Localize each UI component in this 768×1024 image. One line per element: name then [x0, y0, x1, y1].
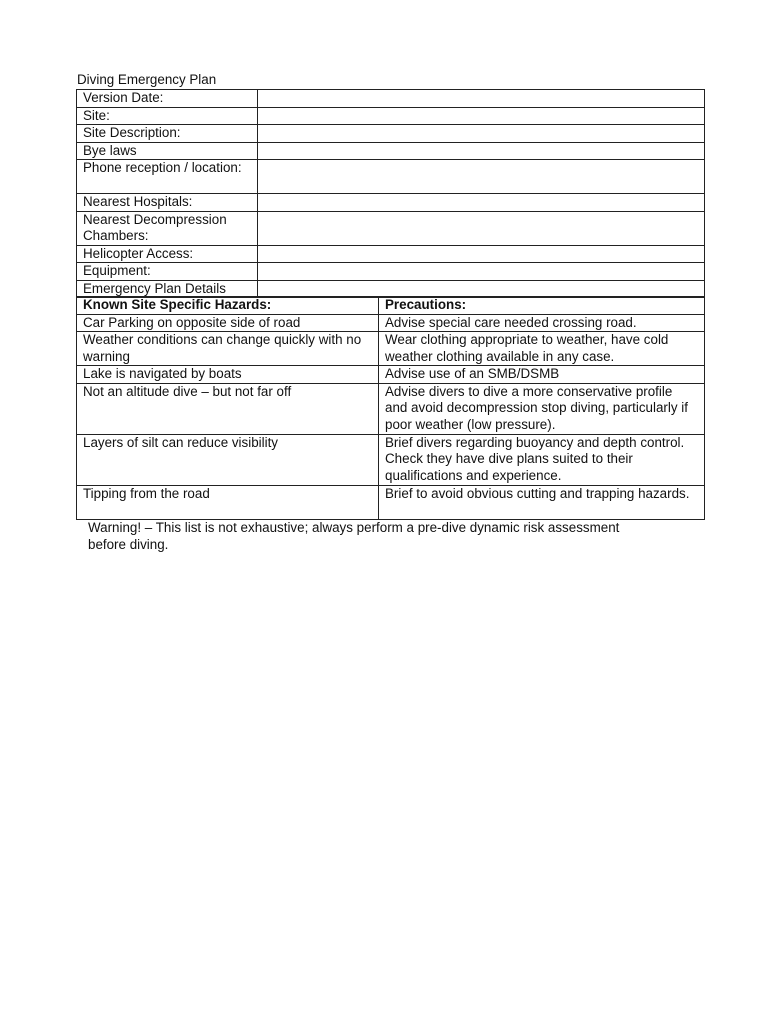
precaution-cell: Advise use of an SMB/DSMB	[379, 366, 705, 384]
label-phone-reception: Phone reception / location:	[77, 160, 258, 194]
table-row	[77, 280, 705, 298]
table-row	[77, 485, 705, 519]
table-row	[77, 383, 705, 434]
warning-note: Warning! – This list is not exhaustive; always perform a pre-dive dynamic risk assessment before diving.	[88, 520, 620, 552]
table-row	[77, 366, 705, 384]
hazard-cell: Weather conditions can change quickly with no warning	[77, 332, 379, 366]
document-title: Diving Emergency Plan	[77, 72, 217, 87]
table-row	[77, 434, 705, 485]
hazard-cell: Tipping from the road	[77, 485, 379, 519]
label-equipment: Equipment:	[77, 263, 258, 281]
value-equipment[interactable]	[258, 263, 705, 281]
label-decompression-chambers: Nearest Decompression Chambers:	[77, 211, 258, 245]
value-helicopter-access[interactable]	[258, 245, 705, 263]
site-info-table	[76, 89, 705, 298]
label-nearest-hospitals: Nearest Hospitals:	[77, 194, 258, 212]
table-header-row	[77, 297, 705, 315]
value-site[interactable]	[258, 107, 705, 125]
hazard-cell: Lake is navigated by boats	[77, 366, 379, 384]
value-nearest-hospitals[interactable]	[258, 194, 705, 212]
hazard-cell: Car Parking on opposite side of road	[77, 314, 379, 332]
table-row	[77, 160, 705, 194]
table-row	[77, 245, 705, 263]
hazard-cell: Not an altitude dive – but not far off	[77, 383, 379, 434]
value-emergency-plan-details[interactable]	[258, 280, 705, 298]
value-version-date[interactable]	[258, 90, 705, 108]
precaution-cell: Wear clothing appropriate to weather, have cold weather clothing available in any case.	[379, 332, 705, 366]
precaution-cell: Advise special care needed crossing road.	[379, 314, 705, 332]
value-decompression-chambers[interactable]	[258, 211, 705, 245]
precaution-cell: Brief to avoid obvious cutting and trapping hazards.	[379, 485, 705, 519]
header-precautions: Precautions:	[379, 297, 705, 315]
label-helicopter-access: Helicopter Access:	[77, 245, 258, 263]
label-site: Site:	[77, 107, 258, 125]
label-version-date: Version Date:	[77, 90, 258, 108]
header-hazards: Known Site Specific Hazards:	[77, 297, 379, 315]
table-row	[77, 142, 705, 160]
table-row	[77, 314, 705, 332]
table-row	[77, 263, 705, 281]
table-row	[77, 125, 705, 143]
label-site-description: Site Description:	[77, 125, 258, 143]
table-row	[77, 107, 705, 125]
value-phone-reception[interactable]	[258, 160, 705, 194]
table-row	[77, 90, 705, 108]
label-emergency-plan-details: Emergency Plan Details	[77, 280, 258, 298]
value-site-description[interactable]	[258, 125, 705, 143]
value-bye-laws[interactable]	[258, 142, 705, 160]
hazard-cell: Layers of silt can reduce visibility	[77, 434, 379, 485]
table-row	[77, 194, 705, 212]
precaution-cell: Brief divers regarding buoyancy and depth control. Check they have dive plans suited to their qualifications and experience.	[379, 434, 705, 485]
table-row	[77, 332, 705, 366]
table-row	[77, 211, 705, 245]
label-bye-laws: Bye laws	[77, 142, 258, 160]
precaution-cell: Advise divers to dive a more conservative profile and avoid decompression stop diving, particularly if poor weather (low pressure).	[379, 383, 705, 434]
hazards-table	[76, 296, 705, 520]
